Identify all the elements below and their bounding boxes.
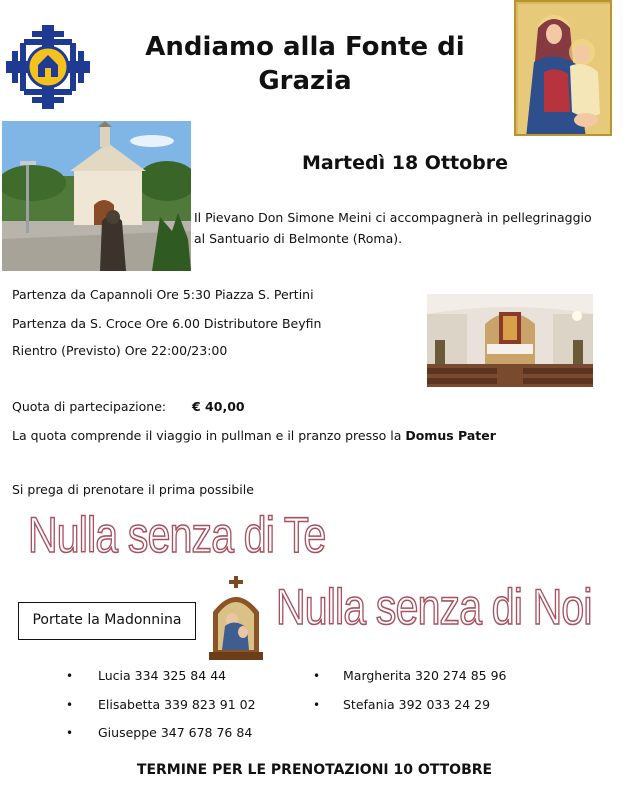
title-line-1: Andiamo alla Fonte di <box>145 32 465 62</box>
return-time: Rientro (Previsto) Ore 22:00/23:00 <box>12 343 228 358</box>
contact-margherita: Margherita 320 274 85 96 <box>343 668 507 683</box>
madonna-painting-image <box>514 0 612 136</box>
bullet-icon: • <box>66 698 74 712</box>
contact-stefania: Stefania 392 033 24 29 <box>343 697 491 712</box>
departure-capannoli: Partenza da Capannoli Ore 5:30 Piazza S. Pertini <box>12 287 314 302</box>
schoenstatt-logo-icon <box>6 25 90 109</box>
departure-s-croce: Partenza da S. Croce Ore 6.00 Distributore Beyfin <box>12 316 322 331</box>
bullet-icon: • <box>66 726 74 740</box>
fee-note-text: La quota comprende il viaggio in pullman e il pranzo presso la <box>12 428 406 443</box>
bring-madonnina-box: Portate la Madonnina <box>18 602 196 640</box>
bullet-icon: • <box>313 698 321 712</box>
booking-deadline: TERMINE PER LE PRENOTAZIONI 10 OTTOBRE <box>136 762 493 778</box>
contact-elisabetta: Elisabetta 339 823 91 02 <box>98 697 256 712</box>
contact-giuseppe: Giuseppe 347 678 76 84 <box>98 725 253 740</box>
bullet-icon: • <box>66 669 74 683</box>
shrine-interior-photo <box>427 294 593 387</box>
fee-note <box>12 428 496 443</box>
contact-lucia: Lucia 334 325 84 44 <box>98 668 227 683</box>
intro-text <box>194 207 614 249</box>
bullet-icon: • <box>313 669 321 683</box>
slogan-nulla-senza-di-noi: Nulla senza di Noi <box>276 579 592 635</box>
booking-request: Si prega di prenotare il prima possibile <box>12 482 254 497</box>
pilgrim-madonna-icon <box>207 576 265 660</box>
event-date: Martedì 18 Ottobre <box>301 152 509 174</box>
shrine-chapel-photo <box>2 121 191 271</box>
fee-value: € 40,00 <box>192 399 245 414</box>
intro-line-2: al Santuario di Belmonte (Roma). <box>194 231 403 246</box>
slogan-nulla-senza-di-te: Nulla senza di Te <box>28 507 326 563</box>
title-line-2: Grazia <box>258 66 352 96</box>
fee-note-venue: Domus Pater <box>405 428 496 443</box>
page-title <box>100 30 510 98</box>
fee-label: Quota di partecipazione: <box>12 399 167 414</box>
intro-line-1: Il Pievano Don Simone Meini ci accompagnerà in pellegrinaggio <box>194 210 592 225</box>
